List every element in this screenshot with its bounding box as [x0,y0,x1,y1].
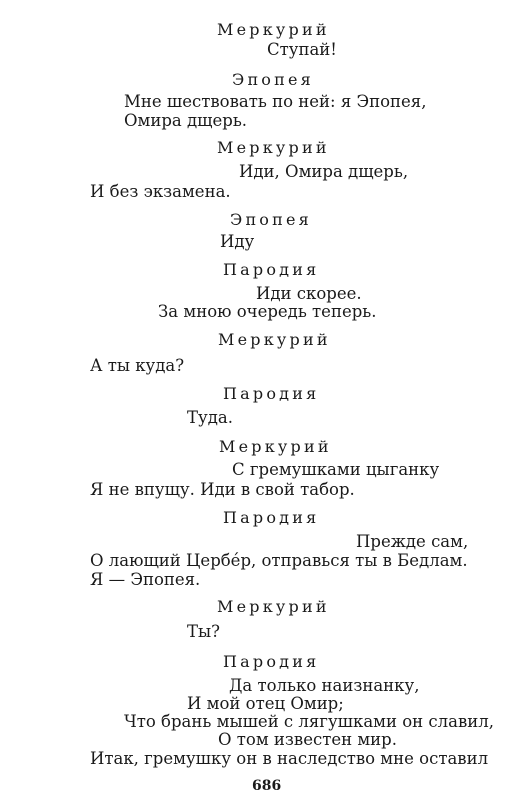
verse-line: Прежде сам, [356,532,469,551]
speaker-name: Меркурий [218,330,331,349]
verse-line: А ты куда? [90,356,185,375]
speaker-name: Пародия [223,508,320,527]
speaker-name: Пародия [223,384,320,403]
verse-line: Я — Эпопея. [90,570,201,589]
page-number: 686 [252,778,282,794]
verse-line: Итак, гремушку он в наследство мне оставил [90,749,489,768]
verse-line: Ступай! [267,40,337,59]
verse-line: Туда. [187,408,233,427]
verse-line: Мне шествовать по ней: я Эпопея, [124,92,427,111]
verse-line: Иди скорее. [256,284,362,303]
verse-line: Я не впущу. Иди в свой табор. [90,480,355,499]
verse-line: С гремушками цыганку [232,460,440,479]
speaker-name: Меркурий [217,20,330,39]
verse-line: О том известен мир. [218,730,397,749]
verse-line: Что брань мышей с лягушками он славил, [124,712,494,731]
speaker-name: Эпопея [232,70,314,89]
verse-line: О лающий Цербéр, отправься ты в Бедлам. [90,551,468,570]
speaker-name: Пародия [223,652,320,671]
verse-line: И без экзамена. [90,182,231,201]
verse-line: И мой отец Омир; [187,694,344,713]
speaker-name: Эпопея [230,210,312,229]
verse-line: Ты? [187,622,220,641]
verse-line: Омира дщерь. [124,111,248,130]
verse-line: Иду [220,232,255,251]
verse-line: Иди, Омира дщерь, [239,162,409,181]
speaker-name: Меркурий [217,597,330,616]
speaker-name: Меркурий [217,138,330,157]
verse-line: Да только наизнанку, [229,676,420,695]
speaker-name: Меркурий [219,437,332,456]
speaker-name: Пародия [223,260,320,279]
verse-line: За мною очередь теперь. [158,302,377,321]
